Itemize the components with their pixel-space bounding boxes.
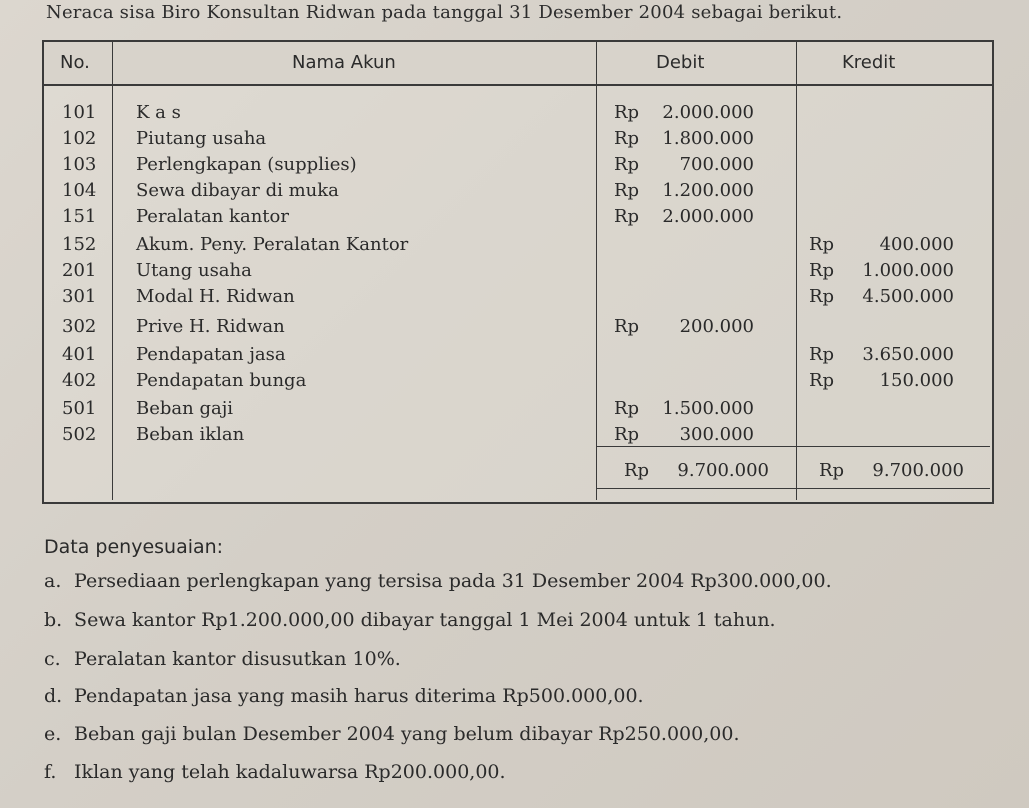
account-name: Pendapatan jasa [136,344,286,365]
credit-currency: Rp [809,344,835,365]
account-number: 152 [62,234,97,255]
debit-currency: Rp [614,154,640,175]
credit-amount: 400.000 [879,234,954,255]
account-number: 101 [62,102,97,123]
total-credit-amount: 9.700.000 [872,460,964,481]
header-debit: Debit [656,52,705,73]
account-number: 302 [62,316,97,337]
table-row [44,152,992,178]
debit-amount: 200.000 [679,316,754,337]
table-row [44,100,992,126]
credit-amount: 3.650.000 [862,344,954,365]
adjustment-item [44,570,832,592]
credit-amount: 1.000.000 [862,260,954,281]
account-number: 104 [62,180,97,201]
adjustment-letter: d. [44,685,63,707]
account-number: 103 [62,154,97,175]
total-credit-currency: Rp [819,460,845,481]
account-number: 201 [62,260,97,281]
debit-amount: 2.000.000 [662,206,754,227]
adjustment-letter: b. [44,609,63,631]
debit-currency: Rp [614,398,640,419]
account-number: 502 [62,424,97,445]
adjustment-item [44,609,776,631]
header-account-name: Nama Akun [292,52,396,73]
adjustment-text: Peralatan kantor disusutkan 10%. [74,648,401,670]
adjustment-letter: e. [44,723,62,745]
account-number: 401 [62,344,97,365]
account-name: Beban gaji [136,398,234,419]
adjustment-item [44,761,506,783]
header-no: No. [60,52,90,73]
account-name: Piutang usaha [136,128,267,149]
adjustment-text: Sewa kantor Rp1.200.000,00 dibayar tanggal 1 Mei 2004 untuk 1 tahun. [74,609,776,631]
header-credit: Kredit [842,52,896,73]
adjustment-letter: f. [44,761,57,783]
debit-amount: 300.000 [679,424,754,445]
debit-amount: 2.000.000 [662,102,754,123]
debit-currency: Rp [614,316,640,337]
total-row [44,458,992,484]
adjustments-title: Data penyesuaian: [44,536,224,558]
credit-currency: Rp [809,286,835,307]
adjustment-item [44,723,740,745]
adjustment-text: Iklan yang telah kadaluwarsa Rp200.000,00. [74,761,506,783]
total-top-rule [596,446,990,447]
table-row [44,178,992,204]
adjustment-letter: a. [44,570,62,592]
table-row [44,232,992,258]
account-number: 151 [62,206,97,227]
debit-amount: 1.500.000 [662,398,754,419]
account-name: Akum. Peny. Peralatan Kantor [136,234,409,255]
table-row [44,284,992,310]
account-name: Perlengkapan (supplies) [136,154,357,175]
intro-text: Neraca sisa Biro Konsultan Ridwan pada tanggal 31 Desember 2004 sebagai berikut. [46,2,843,23]
total-debit-currency: Rp [624,460,650,481]
debit-amount: 700.000 [679,154,754,175]
debit-currency: Rp [614,424,640,445]
table-row [44,368,992,394]
account-number: 501 [62,398,97,419]
account-name: Utang usaha [136,260,252,281]
adjustment-text: Pendapatan jasa yang masih harus diterima Rp500.000,00. [74,685,644,707]
adjustment-text: Persediaan perlengkapan yang tersisa pada 31 Desember 2004 Rp300.000,00. [74,570,832,592]
table-row [44,314,992,340]
total-debit-amount: 9.700.000 [677,460,769,481]
adjustment-letter: c. [44,648,61,670]
table-row [44,342,992,368]
adjustment-text: Beban gaji bulan Desember 2004 yang belum dibayar Rp250.000,00. [74,723,740,745]
debit-amount: 1.800.000 [662,128,754,149]
account-name: Pendapatan bunga [136,370,307,391]
account-name: Peralatan kantor [136,206,289,227]
credit-currency: Rp [809,260,835,281]
adjustment-item [44,685,644,707]
table-header [44,42,992,86]
table-row [44,422,992,448]
credit-amount: 150.000 [879,370,954,391]
account-name: Modal H. Ridwan [136,286,295,307]
debit-currency: Rp [614,102,640,123]
account-number: 102 [62,128,97,149]
debit-amount: 1.200.000 [662,180,754,201]
credit-currency: Rp [809,234,835,255]
account-number: 402 [62,370,97,391]
debit-currency: Rp [614,128,640,149]
account-name: Sewa dibayar di muka [136,180,339,201]
table-row [44,258,992,284]
debit-currency: Rp [614,206,640,227]
account-number: 301 [62,286,97,307]
account-name: K a s [136,102,181,123]
adjustment-item [44,648,401,670]
account-name: Beban iklan [136,424,245,445]
debit-currency: Rp [614,180,640,201]
table-row [44,126,992,152]
account-name: Prive H. Ridwan [136,316,285,337]
total-bottom-rule [596,488,990,489]
credit-amount: 4.500.000 [862,286,954,307]
table-row [44,204,992,230]
credit-currency: Rp [809,370,835,391]
trial-balance-table [42,40,994,504]
table-row [44,396,992,422]
